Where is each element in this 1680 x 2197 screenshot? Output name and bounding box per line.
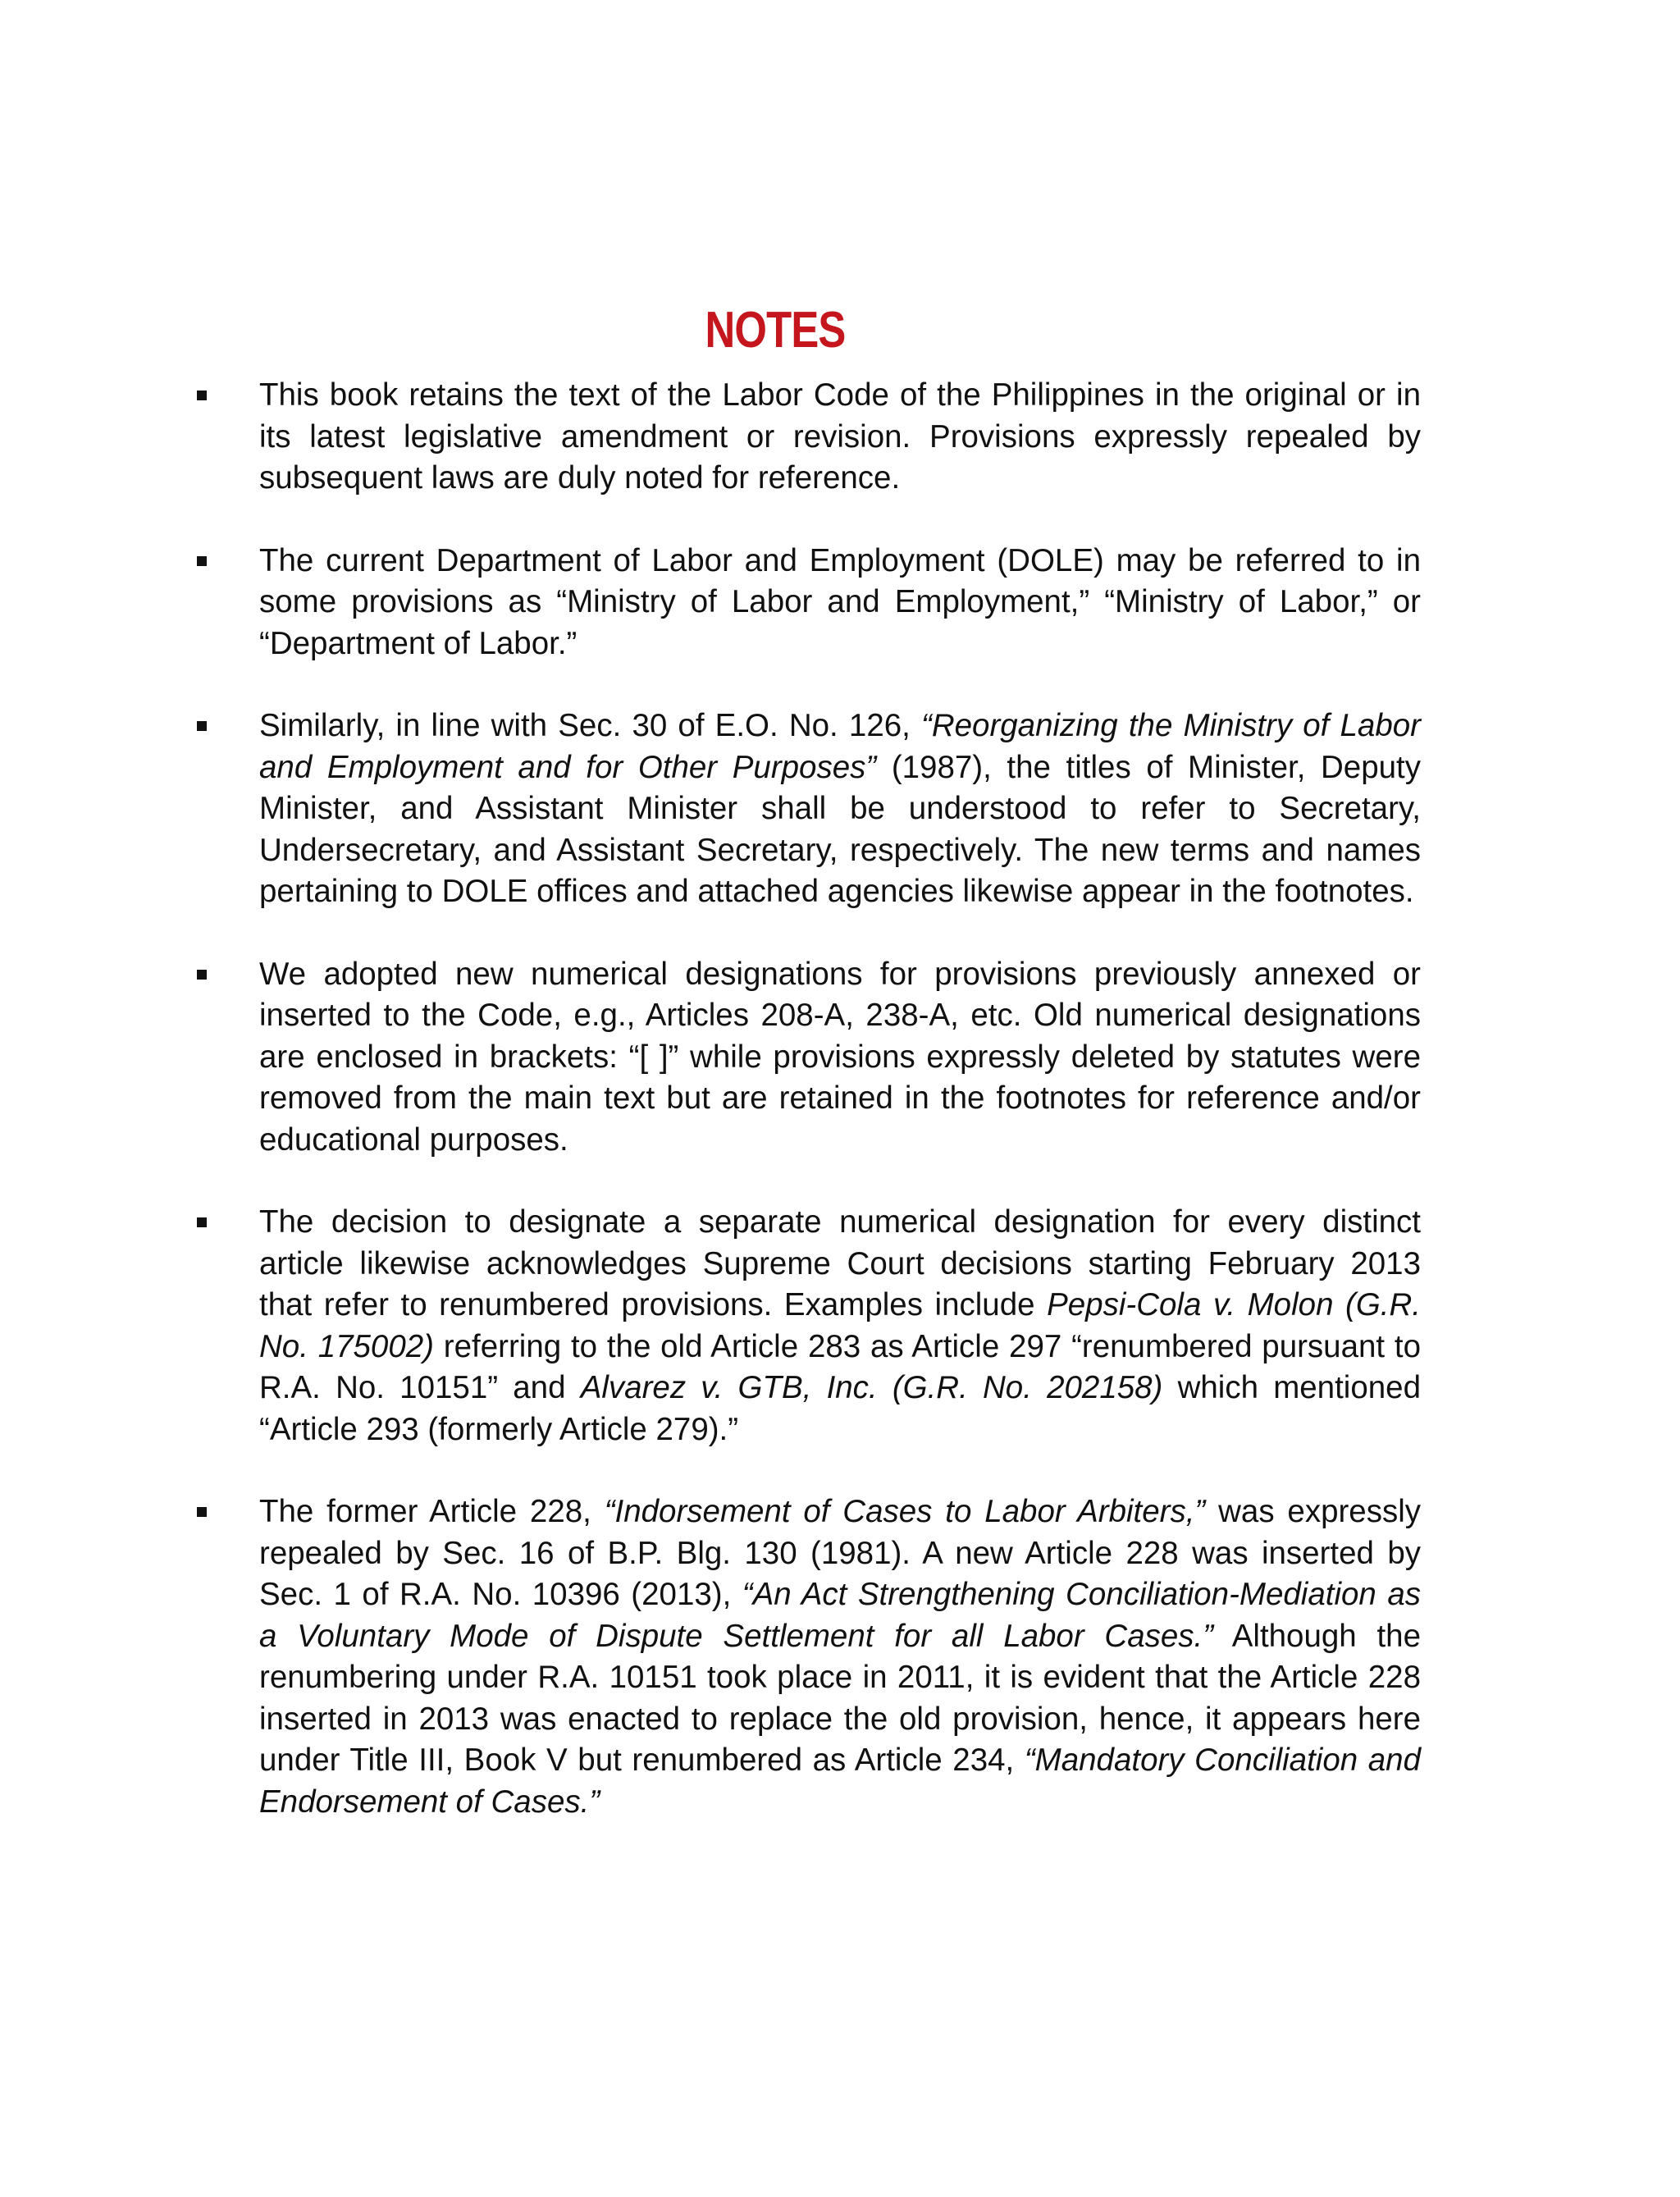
- note-text-italic-segment: “An Act Strengthening Conciliation-Mediation as a Voluntary Mode of Dispute Settlement for all Labor Cases.”: [259, 1577, 1421, 1654]
- note-text: [259, 708, 1421, 909]
- note-text-italic-segment: Alvarez v. GTB, Inc. (G.R. No. 202158): [580, 1370, 1163, 1405]
- note-item: [190, 1202, 1421, 1450]
- square-bullet-icon: [197, 721, 207, 731]
- note-text-italic-segment: “Mandatory Conciliation and Endorsement of Cases.”: [259, 1743, 1422, 1820]
- square-bullet-icon: [197, 1507, 207, 1517]
- note-text-segment: referring to the old Article 283 as Article 297 “renumbered pursuant to R.A. No. 10151” and: [259, 1328, 1422, 1405]
- square-bullet-icon: [197, 391, 207, 400]
- note-text: [259, 543, 1421, 661]
- note-text-segment: Similarly, in line with Sec. 30 of E.O. No. 126,: [259, 708, 921, 743]
- note-text-segment: This book retains the text of the Labor Code of the Philippines in the original or in its latest legislative amendment or revision. Provisions expressly repealed by subsequent laws are duly noted for reference.: [259, 377, 1421, 496]
- note-text-italic-segment: “Reorganizing the Ministry of Labor and Employment and for Other Purposes”: [259, 708, 1421, 785]
- note-text-segment: was expressly repealed by Sec. 16 of B.P. Blg. 130 (1981). A new Article 228 was inserted by Sec. 1 of R.A. No. 10396 (2013),: [259, 1494, 1422, 1612]
- note-text-segment: The former Article 228,: [259, 1494, 605, 1529]
- square-bullet-icon: [197, 970, 207, 980]
- note-text-segment: Although the renumbering under R.A. 10151 took place in 2011, it is evident that the Article 228 inserted in 2013 was enacted to replace the old provision, hence, it appears here under Title III, Book V but renumbered as Article 234,: [259, 1618, 1421, 1778]
- note-text-segment: The decision to designate a separate numerical designation for every distinct article likewise acknowledges Supreme Court decisions starting February 2013 that refer to renumbered provisions. Examples include: [259, 1204, 1421, 1322]
- page-title: NOTES: [705, 301, 846, 359]
- note-text-italic-segment: Pepsi-Cola v. Molon (G.R. No. 175002): [259, 1287, 1422, 1364]
- note-item: [190, 541, 1421, 665]
- note-item: [190, 954, 1421, 1162]
- note-text: [259, 1204, 1421, 1447]
- note-item: [190, 706, 1421, 913]
- note-text: [259, 957, 1421, 1158]
- note-text-segment: which mentioned “Article 293 (formerly Article 279).”: [259, 1370, 1421, 1447]
- note-text-italic-segment: “Indorsement of Cases to Labor Arbiters,”: [604, 1494, 1206, 1529]
- note-item: [190, 375, 1421, 500]
- square-bullet-icon: [197, 1217, 207, 1227]
- note-text-segment: We adopted new numerical designations for provisions previously annexed or inserted to the Code, e.g., Articles 208-A, 238-A, etc. Old numerical designations are enclosed in brackets: “[ ]” while provisions expressly deleted by statutes were removed from the main text but are retained in the footnotes for reference and/or educational purposes.: [259, 956, 1421, 1158]
- note-item: [190, 1491, 1421, 1823]
- square-bullet-icon: [197, 556, 207, 566]
- note-text-segment: (1987), the titles of Minister, Deputy Minister, and Assistant Minister shall be understood to refer to Secretary, Undersecretary, and Assistant Secretary, respectively. The new terms and names pertaining to DOLE offices and attached agencies likewise appear in the footnotes.: [259, 749, 1421, 909]
- notes-list: [190, 375, 1421, 1864]
- note-text: [259, 1494, 1421, 1820]
- note-text: [259, 377, 1421, 496]
- note-text-segment: The current Department of Labor and Employment (DOLE) may be referred to in some provisions as “Ministry of Labor and Employment,” “Ministry of Labor,” or “Department of Labor.”: [259, 542, 1421, 661]
